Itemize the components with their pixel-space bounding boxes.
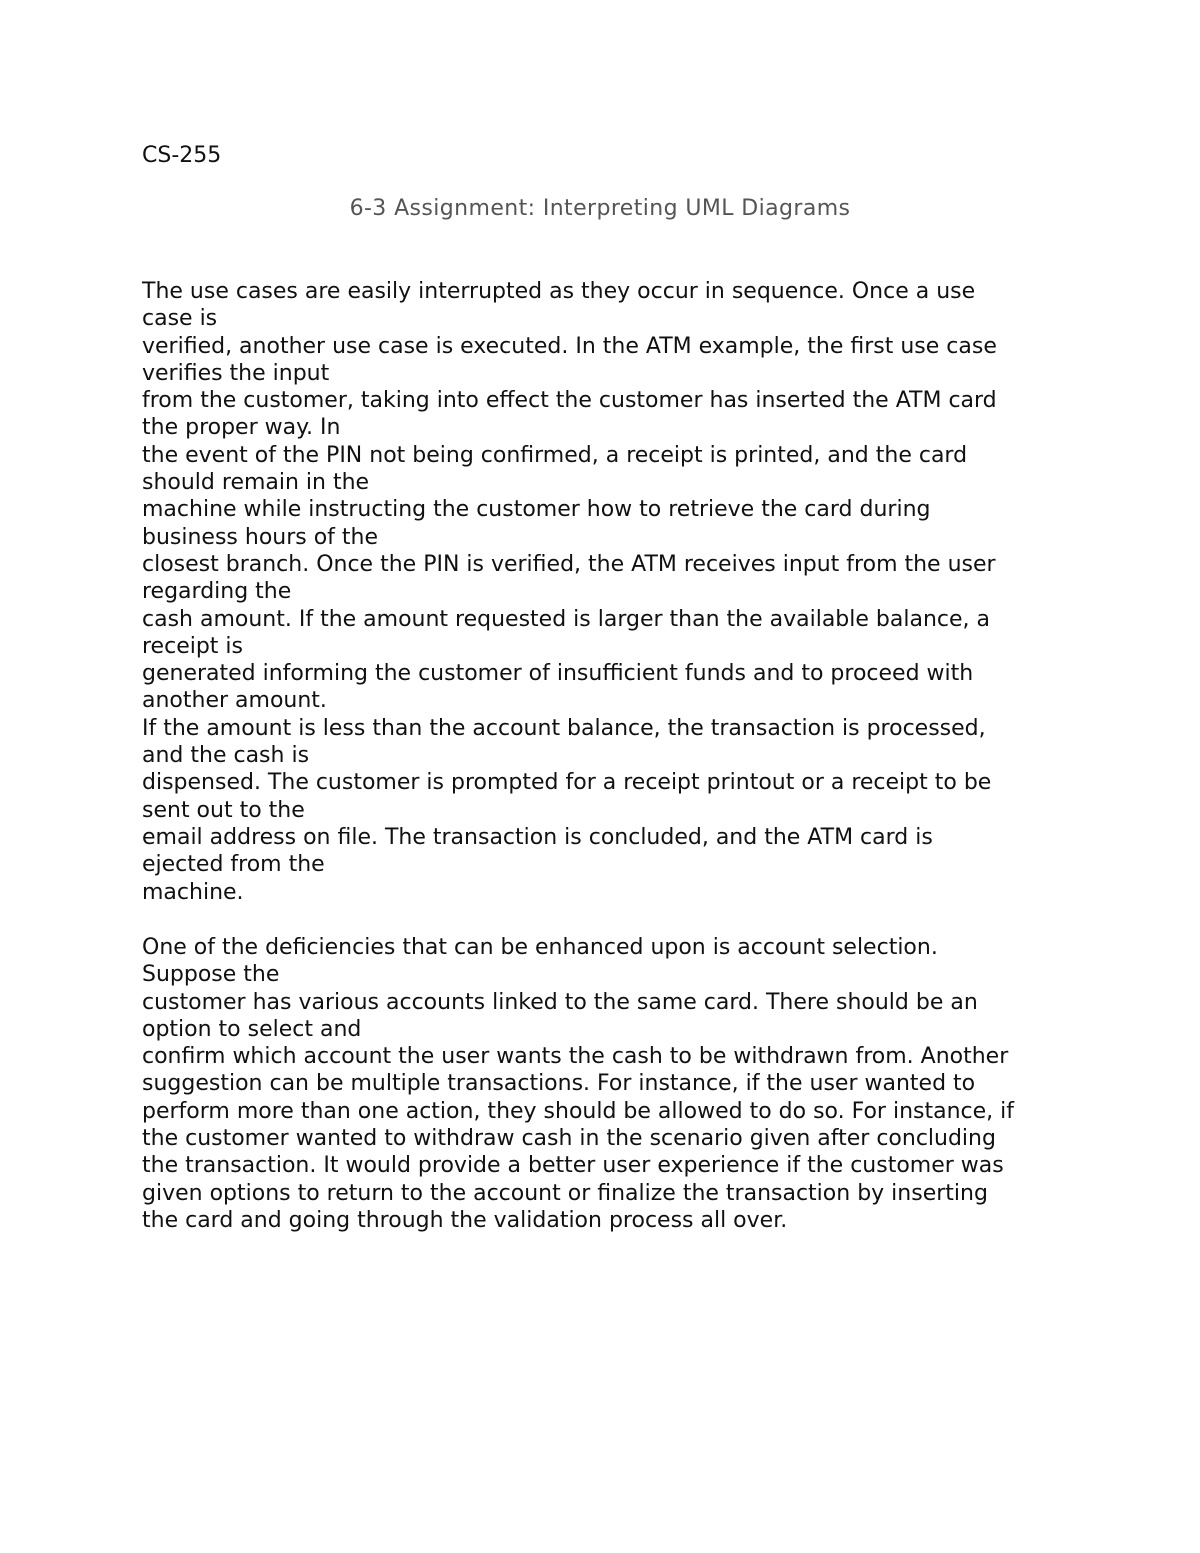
text-line: Suppose the: [142, 962, 280, 988]
text-line: the event of the PIN not being confirmed, a receipt is printed, and the card: [142, 442, 968, 468]
text-line: generated informing the customer of insufficient funds and to proceed with: [142, 661, 974, 687]
text-line: should remain in the: [142, 470, 370, 496]
text-line: closest branch. Once the PIN is verified, the ATM receives input from the user: [142, 551, 996, 577]
text-line: ejected from the: [142, 852, 325, 878]
text-line: If the amount is less than the account balance, the transaction is processed,: [142, 715, 986, 741]
text-line: from the customer, taking into effect the customer has inserted the ATM card: [142, 388, 997, 414]
paragraph-use-case-summary: [142, 278, 1102, 906]
text-line: One of the deficiencies that can be enhanced upon is account selection.: [142, 935, 938, 960]
text-line: machine.: [142, 879, 244, 905]
text-line: sent out to the: [142, 797, 305, 823]
text-line: The use cases are easily interrupted as they occur in sequence. Once a use: [142, 279, 976, 304]
text-line: customer has various accounts linked to the same card. There should be an: [142, 989, 978, 1015]
text-line: email address on file. The transaction is concluded, and the ATM card is: [142, 824, 933, 850]
text-line: another amount.: [142, 688, 327, 714]
text-line: the customer wanted to withdraw cash in the scenario given after concluding: [142, 1126, 996, 1152]
text-line: suggestion can be multiple transactions. For instance, if the user wanted to: [142, 1071, 976, 1097]
text-line: perform more than one action, they should be allowed to do so. For instance, if: [142, 1098, 1015, 1124]
text-line: given options to return to the account or finalize the transaction by inserting: [142, 1180, 988, 1206]
text-line: cash amount. If the amount requested is larger than the available balance, a: [142, 606, 990, 632]
text-line: the card and going through the validation process all over.: [142, 1207, 788, 1233]
text-line: dispensed. The customer is prompted for a receipt printout or a receipt to be: [142, 770, 992, 796]
text-line: the proper way. In: [142, 415, 341, 441]
text-line: case is: [142, 306, 218, 332]
text-line: verified, another use case is executed. In the ATM example, the first use case: [142, 333, 997, 359]
paragraph-deficiencies: [142, 934, 1102, 1234]
text-line: confirm which account the user wants the cash to be withdrawn from. Another: [142, 1044, 1009, 1070]
text-line: business hours of the: [142, 524, 379, 550]
course-code: CS-255: [142, 143, 222, 168]
text-line: verifies the input: [142, 360, 330, 386]
text-line: regarding the: [142, 579, 292, 605]
text-line: machine while instructing the customer how to retrieve the card during: [142, 497, 931, 523]
text-line: and the cash is: [142, 743, 310, 769]
text-line: receipt is: [142, 633, 243, 659]
page-title: 6-3 Assignment: Interpreting UML Diagrams: [349, 196, 851, 221]
text-line: option to select and: [142, 1016, 362, 1042]
text-line: the transaction. It would provide a better user experience if the customer was: [142, 1153, 1004, 1179]
